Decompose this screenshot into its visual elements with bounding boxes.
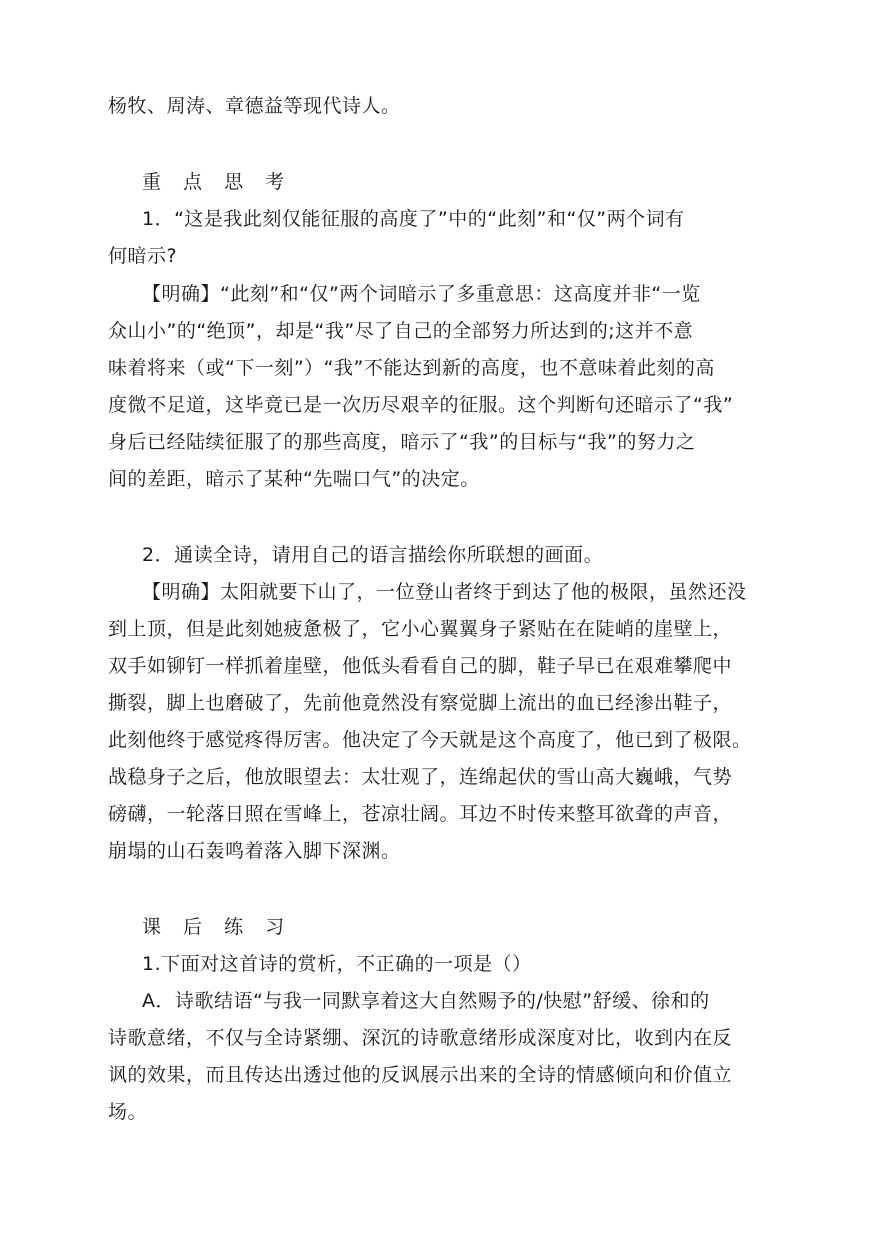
answer-2-line-5: 此刻他终于感觉疼得厉害。他决定了今天就是这个高度了，他已到了极限。 xyxy=(108,729,752,751)
answer-2-line-4: 撕裂，脚上也磨破了，先前他竟然没有察觉脚上流出的血已经渗出鞋子， xyxy=(108,692,733,714)
answer-2-line-8: 崩塌的山石轰鸣着落入脚下深渊。 xyxy=(108,840,401,862)
answer-2-line-3: 双手如铆钉一样抓着崖壁，他低头看看自己的脚，鞋子早已在艰难攀爬中 xyxy=(108,655,733,677)
answer-2-line-7: 磅礴，一轮落日照在雪峰上，苍凉壮阔。耳边不时传来整耳欲聋的声音， xyxy=(108,803,733,825)
exercise-section-heading: 课 后 练 习 xyxy=(142,916,293,938)
exercise-question-1: 1.下面对这首诗的赏析，不正确的一项是（） xyxy=(142,953,532,975)
answer-2-line-2: 到上顶，但是此刻她疲惫极了，它小心翼翼身子紧贴在在陡峭的崖壁上， xyxy=(108,618,733,640)
option-a-line-2: 诗歌意绪，不仅与全诗紧绷、深沉的诗歌意绪形成深度对比，收到内在反 xyxy=(108,1027,733,1049)
option-a-line-1: A．诗歌结语“与我一同默享着这大自然赐予的/快慰”舒缓、徐和的 xyxy=(142,990,710,1012)
question-1-line-1: 1．“这是我此刻仅能征服的高度了”中的“此刻”和“仅”两个词有 xyxy=(142,208,685,230)
option-a-line-3: 讽的效果，而且传达出透过他的反讽展示出来的全诗的情感倾向和价值立 xyxy=(108,1064,733,1086)
option-a-line-4: 场。 xyxy=(108,1101,148,1123)
answer-1-line-1: 【明确】“此刻”和“仅”两个词暗示了多重意思：这高度并非“一览 xyxy=(142,283,701,305)
answer-2-line-6: 战稳身子之后，他放眼望去：太壮观了，连绵起伏的雪山高大巍峨，气势 xyxy=(108,766,733,788)
answer-2-line-1: 【明确】太阳就要下山了，一位登山者终于到达了他的极限，虽然还没 xyxy=(142,581,747,603)
answer-1-line-4: 度微不足道，这毕竟已是一次历尽艰辛的征服。这个判断句还暗示了“我” xyxy=(108,394,734,416)
focus-section-heading: 重 点 思 考 xyxy=(142,171,293,193)
answer-1-line-3: 味着将来（或“下一刻”）“我”不能达到新的高度，也不意味着此刻的高 xyxy=(108,357,715,379)
answer-1-line-6: 间的差距，暗示了某种“先喘口气”的决定。 xyxy=(108,468,480,490)
question-1-line-2: 何暗示? xyxy=(108,245,178,267)
question-2-line: 2．通读全诗，请用自己的语言描绘你所联想的画面。 xyxy=(142,544,604,566)
intro-text-line: 杨牧、周涛、章德益等现代诗人。 xyxy=(108,95,401,117)
answer-1-line-5: 身后已经陆续征服了的那些高度，暗示了“我”的目标与“我”的努力之 xyxy=(108,431,696,453)
answer-1-line-2: 众山小”的“绝顶”，却是“我”尽了自己的全部努力所达到的;这并不意 xyxy=(108,320,694,342)
